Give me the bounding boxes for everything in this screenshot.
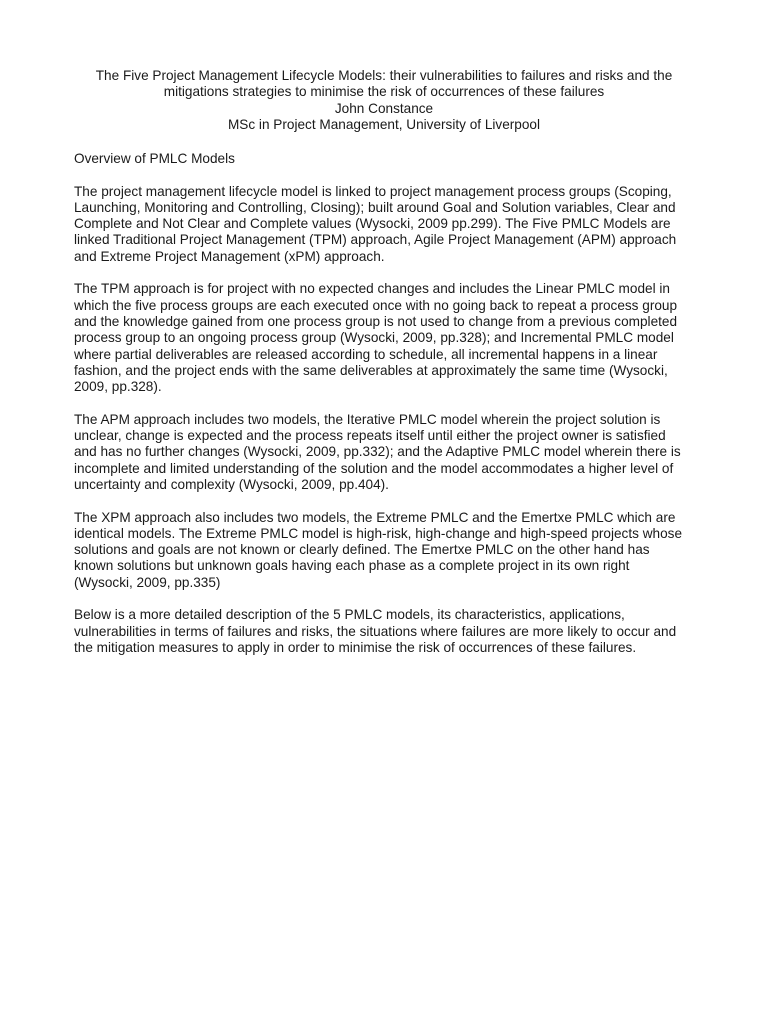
author-name: John Constance — [334, 100, 434, 116]
section-heading: Overview of PMLC Models — [74, 151, 235, 166]
paragraph-apm-approach: The APM approach includes two models, the Iterative PMLC model wherein the project solution is unclear, change is expected and the process repeats itself until either the project owner is satisfied and has no further changes (Wysocki, 2009, pp.332); and the Adaptive PMLC model wherein there is incomplete and limited understanding of the solution and the model accommodates a higher level of uncertainty and complexity (Wysocki, 2009, pp.404). — [74, 411, 681, 492]
document-header — [60, 68, 708, 133]
author-affiliation: MSc in Project Management, University of Liverpool — [227, 116, 541, 132]
paragraph-detailed-description: Below is a more detailed description of the 5 PMLC models, its characteristics, applications, vulnerabilities in terms of failures and risks, the situations where failures are more likely to occur and the mitigation measures to apply in order to minimise the risk of occurrences of these failures. — [74, 607, 677, 655]
title-line-2: mitigations strategies to minimise the risk of occurrences of these failures — [163, 84, 605, 100]
document-body — [74, 151, 698, 673]
paragraph-pmlc-overview: The project management lifecycle model is linked to project management process groups (Scoping, Launching, Monitoring and Controlling, Closing); built around Goal and Solution variables, Clear and Complete and Not Clear and Complete values (Wysocki, 2009 pp.299). The Five PMLC Models are linked Traditional Project Management (TPM) approach, Agile Project Management (APM) approach and Extreme Project Management (xPM) approach. — [74, 183, 677, 264]
paragraph-xpm-approach: The XPM approach also includes two models, the Extreme PMLC and the Emertxe PMLC which are identical models. The Extreme PMLC model is high-risk, high-change and high-speed projects whose solutions and goals are not known or clearly defined. The Emertxe PMLC on the other hand has known solutions but unknown goals having each phase as a complete project in its own right (Wysocki, 2009, pp.335) — [74, 509, 683, 590]
title-line-1: The Five Project Management Lifecycle Models: their vulnerabilities to failures and risks and the — [95, 68, 673, 83]
paragraph-tpm-approach: The TPM approach is for project with no expected changes and includes the Linear PMLC model in which the five process groups are each executed once with no going back to repeat a process group and the knowledge gained from one process group is not used to change from a previous completed process group to an ongoing process group (Wysocki, 2009, pp.328); and Incremental PMLC model where partial deliverables are released according to schedule, all incremental happens in a linear fashion, and the project ends with the same deliverables at approximately the same time (Wysocki, 2009, pp.328). — [74, 281, 678, 395]
